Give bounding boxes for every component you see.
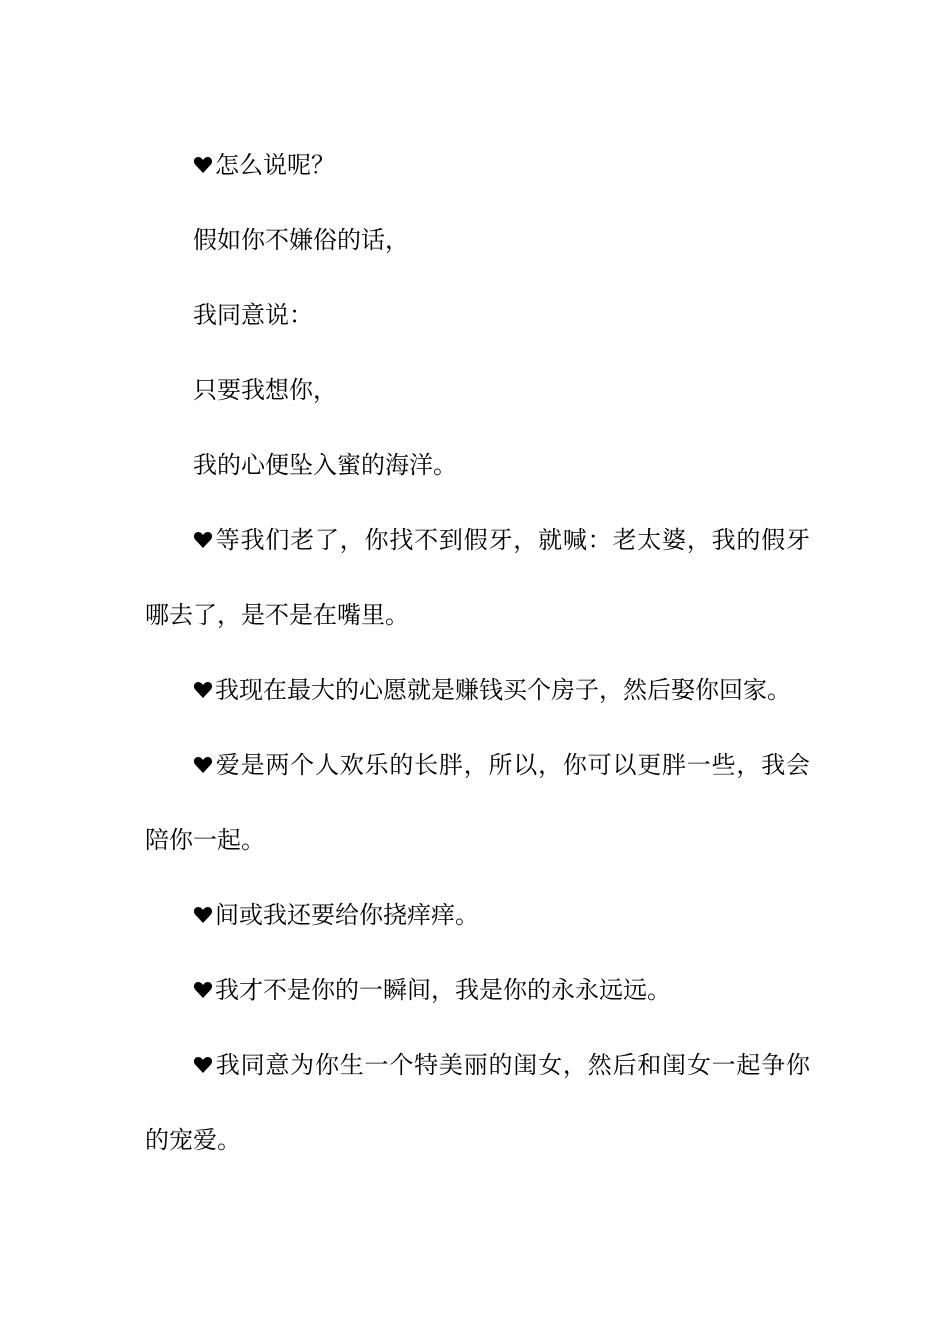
paragraph [145, 278, 810, 353]
paragraph-text: 怎么说呢？ [215, 151, 335, 179]
paragraph-text: 我现在最大的心愿就是赚钱买个房子，然后娶你回家。 [215, 676, 791, 704]
heart-icon [193, 980, 213, 1000]
paragraph [145, 953, 810, 1028]
paragraph [145, 728, 810, 878]
paragraph-text: 只要我想你， [193, 376, 337, 404]
paragraph-text: 假如你不嫌俗的话， [193, 226, 409, 254]
paragraph [145, 503, 810, 653]
heart-icon [193, 680, 213, 700]
paragraph-text: 我同意说： [193, 301, 313, 329]
heart-icon [193, 905, 213, 925]
heart-icon [193, 155, 213, 175]
heart-icon [193, 1055, 213, 1075]
paragraph-text: 我同意为你生一个特美丽的闺女，然后和闺女一起争你的宠爱。 [145, 1051, 810, 1154]
paragraph-text: 我的心便坠入蜜的海洋。 [193, 451, 457, 479]
heart-icon [193, 530, 213, 550]
paragraph-text: 间或我还要给你挠痒痒。 [215, 901, 479, 929]
paragraph [145, 878, 810, 953]
paragraph [145, 1028, 810, 1178]
document-body [145, 128, 810, 1178]
paragraph-text: 爱是两个人欢乐的长胖，所以，你可以更胖一些，我会陪你一起。 [145, 751, 810, 854]
paragraph [145, 353, 810, 428]
paragraph-text: 我才不是你的一瞬间，我是你的永永远远。 [215, 976, 671, 1004]
paragraph [145, 428, 810, 503]
paragraph-text: 等我们老了，你找不到假牙，就喊：老太婆，我的假牙哪去了，是不是在嘴里。 [145, 526, 810, 629]
paragraph [145, 203, 810, 278]
paragraph [145, 653, 810, 728]
paragraph [145, 128, 810, 203]
heart-icon [193, 755, 213, 775]
